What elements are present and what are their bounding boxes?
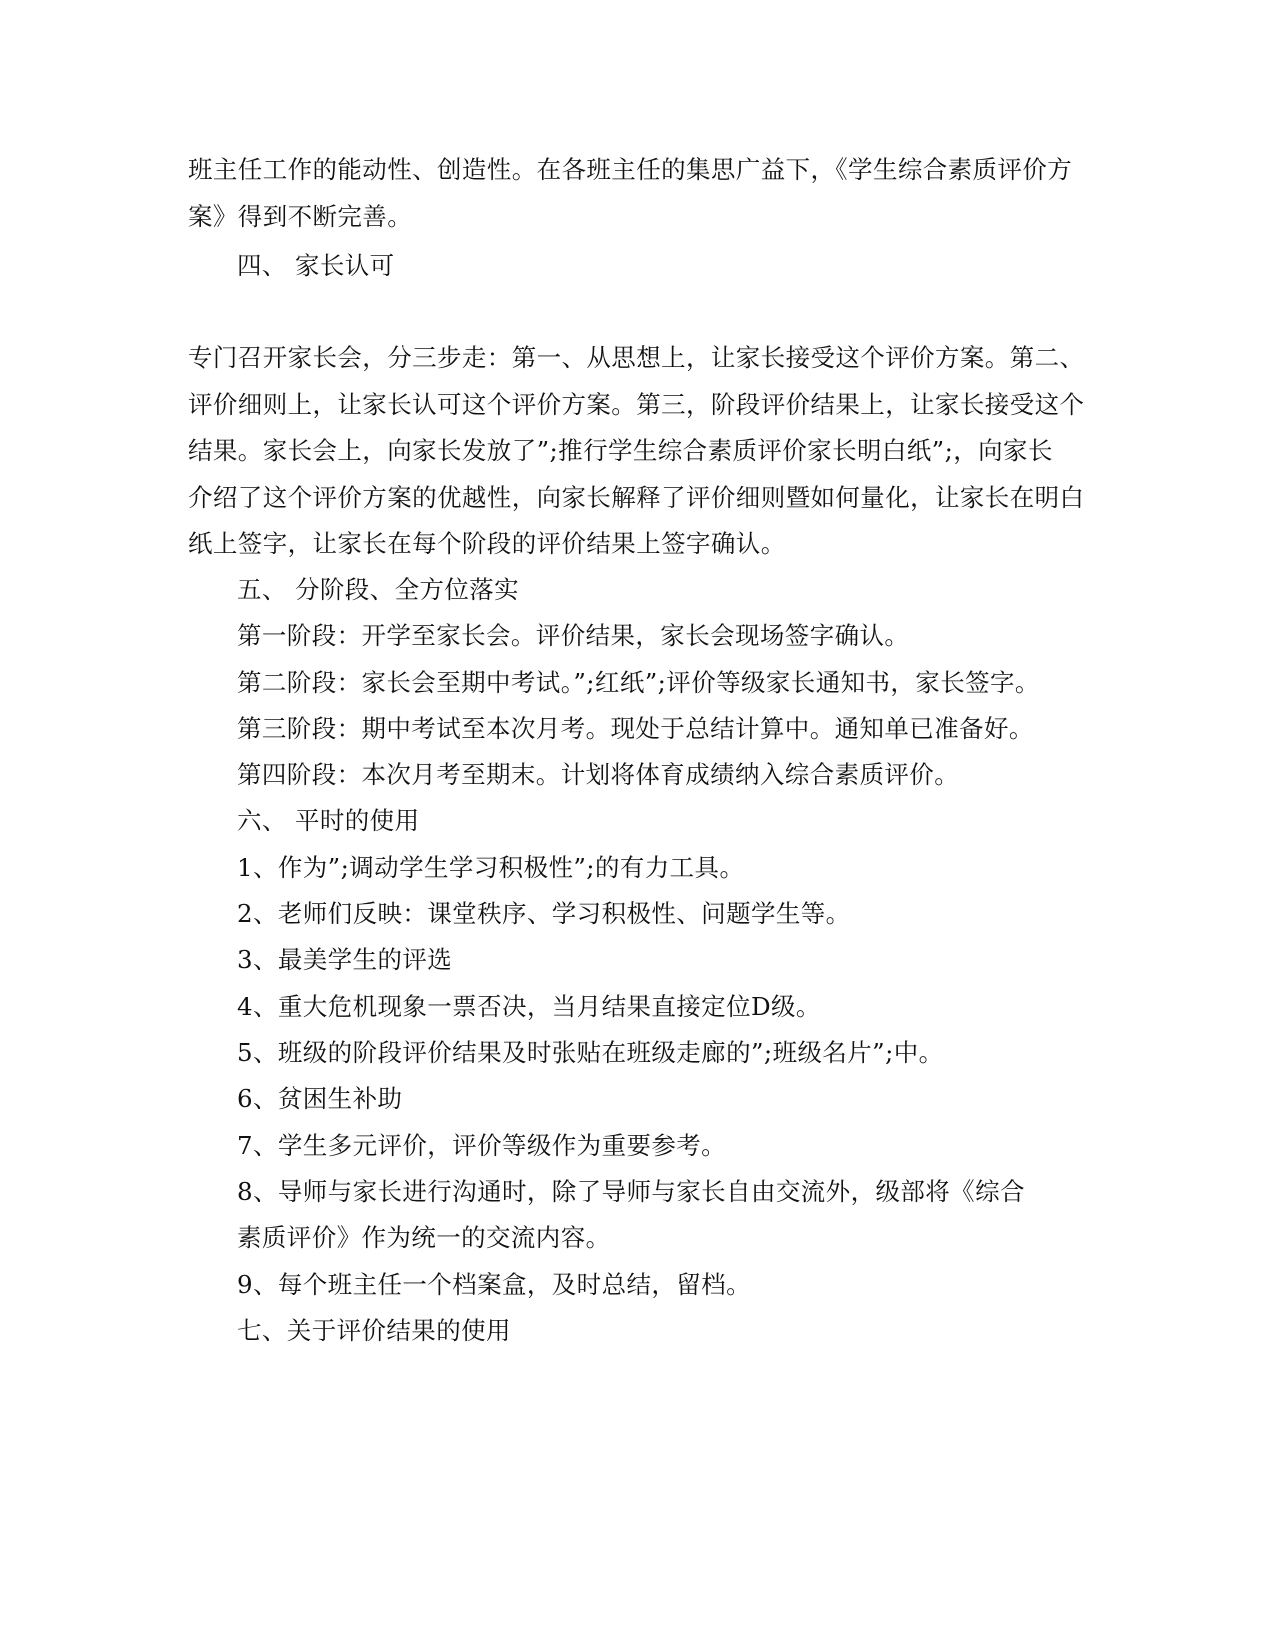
list-item: 2、老师们反映：课堂秩序、学习积极性、问题学生等。: [237, 899, 851, 928]
section-heading: 六、 平时的使用: [237, 806, 420, 835]
list-item: 第四阶段：本次月考至期末。计划将体育成绩纳入综合素质评价。: [237, 760, 960, 789]
section-heading: 四、 家长认可: [237, 251, 395, 280]
paragraph-line: 专门召开家长会，分三步走：第一、从思想上，让家长接受这个评价方案。第二、: [188, 343, 1085, 372]
paragraph-line: 纸上签字，让家长在每个阶段的评价结果上签字确认。: [188, 529, 786, 558]
section-heading: 七、关于评价结果的使用: [237, 1316, 511, 1345]
list-item: 第二阶段：家长会至期中考试。”;红纸”;评价等级家长通知书，家长签字。: [237, 668, 1040, 697]
list-item: 7、学生多元评价，评价等级作为重要参考。: [237, 1131, 727, 1160]
list-item: 1、作为”;调动学生学习积极性”;的有力工具。: [237, 853, 745, 882]
paragraph-line: 案》得到不断完善。: [188, 202, 413, 231]
paragraph-line: 班主任工作的能动性、创造性。在各班主任的集思广益下，《学生综合素质评价方: [188, 155, 1073, 184]
list-item: 5、班级的阶段评价结果及时张贴在班级走廊的”;班级名片”;中。: [237, 1038, 944, 1067]
paragraph-line: 介绍了这个评价方案的优越性，向家长解释了评价细则暨如何量化，让家长在明白: [188, 483, 1085, 512]
list-item: 第一阶段：开学至家长会。评价结果，家长会现场签字确认。: [237, 621, 910, 650]
list-item: 第三阶段：期中考试至本次月考。现处于总结计算中。通知单已准备好。: [237, 714, 1034, 743]
list-item: 6、贫困生补助: [237, 1084, 403, 1113]
section-heading: 五、 分阶段、全方位落实: [237, 575, 520, 604]
paragraph-line: 评价细则上，让家长认可这个评价方案。第三，阶段评价结果上，让家长接受这个: [188, 390, 1085, 419]
list-item: 8、导师与家长进行沟通时，除了导师与家长自由交流外，级部将《综合: [237, 1177, 1025, 1206]
list-item: 9、每个班主任一个档案盒，及时总结，留档。: [237, 1270, 751, 1299]
paragraph-line: 结果。家长会上，向家长发放了”;推行学生综合素质评价家长明白纸”;，向家长: [188, 436, 1053, 465]
list-item: 4、重大危机现象一票否决，当月结果直接定位D级。: [237, 992, 821, 1021]
list-item-continuation: 素质评价》作为统一的交流内容。: [237, 1223, 611, 1252]
list-item: 3、最美学生的评选: [237, 945, 453, 974]
